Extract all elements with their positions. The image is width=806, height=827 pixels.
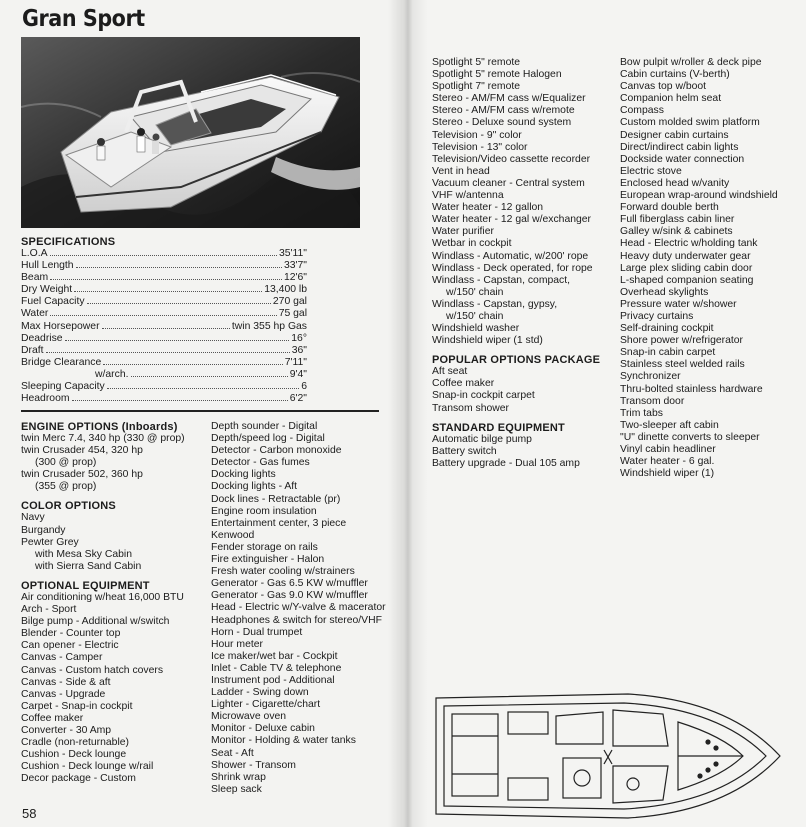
leader-dots [103, 364, 282, 365]
standard-equipment-item: Snap-in cabin carpet [620, 347, 716, 359]
standard-equipment-item: Thru-bolted stainless hardware [620, 383, 763, 395]
equipment-item: Canvas - Custom hatch covers [21, 664, 164, 676]
spec-row [21, 260, 307, 272]
engine-option-item: twin Crusader 454, 320 hp [21, 445, 143, 457]
leader-dots [46, 352, 290, 353]
spec-value: 33'7" [283, 260, 307, 272]
equipment-item: Depth sounder - Digital [211, 421, 318, 432]
equipment-item: Canvas - Side & aft [21, 676, 111, 688]
leader-dots [50, 255, 277, 256]
specifications-list [21, 248, 307, 405]
leader-dots [72, 400, 288, 401]
spec-label: Headroom [21, 393, 70, 405]
equipment-item: Bilge pump - Additional w/switch [21, 616, 170, 628]
equipment-item: Decor package - Custom [21, 773, 136, 785]
spec-row [21, 381, 307, 393]
equipment-item: Wetbar in cockpit [432, 238, 512, 250]
specifications-heading: SPECIFICATIONS [21, 236, 116, 248]
standard-equipment-item: Enclosed head w/vanity [620, 177, 730, 189]
standard-equipment-item: Dockside water connection [620, 153, 745, 165]
standard-equipment-item: Electric stove [620, 165, 682, 177]
equipment-item: Detector - Carbon monoxide [211, 445, 342, 457]
standard-equipment-item: Stainless steel welded rails [620, 359, 745, 371]
color-option-item: Navy [21, 512, 45, 524]
equipment-item: Docking lights [211, 469, 276, 481]
spec-label: Sleeping Capacity [21, 381, 105, 393]
optional-equipment-list-3 [432, 57, 617, 347]
equipment-item: Fresh water cooling w/strainers [211, 566, 355, 578]
equipment-item: Windlass - Capstan, gypsy, [432, 298, 558, 310]
popular-option-item: Coffee maker [432, 378, 495, 390]
equipment-item: Horn - Dual trumpet [211, 626, 303, 638]
equipment-item: Shower - Transom [211, 759, 296, 771]
equipment-item: Monitor - Holding & water tanks [211, 735, 356, 747]
spec-row [21, 296, 307, 308]
optional-equipment-list-2 [211, 421, 391, 796]
popular-option-item: Aft seat [432, 366, 468, 378]
equipment-item: Monitor - Deluxe cabin [211, 723, 315, 735]
engine-options-list [21, 433, 211, 493]
standard-equipment-item: Automatic bilge pump [432, 433, 532, 445]
spec-label: Max Horsepower [21, 320, 100, 332]
equipment-item: Converter - 30 Amp [21, 724, 112, 736]
equipment-item: Stereo - Deluxe sound system [432, 117, 572, 129]
standard-equipment-item: Overhead skylights [620, 286, 709, 298]
equipment-item: Ladder - Swing down [211, 687, 309, 699]
color-option-item: with Sierra Sand Cabin [35, 560, 142, 572]
color-option-item: Burgandy [21, 524, 66, 536]
spec-row [21, 321, 307, 333]
standard-equipment-item: Synchronizer [620, 371, 681, 383]
spec-value: 9'4" [289, 368, 307, 380]
book-gutter [388, 0, 428, 827]
equipment-item: Inlet - Cable TV & telephone [211, 662, 342, 674]
equipment-item: Hour meter [211, 638, 263, 650]
page-number: 58 [22, 806, 37, 821]
standard-equipment-item: Companion helm seat [620, 93, 722, 105]
equipment-item: Blender - Counter top [21, 628, 121, 640]
equipment-item: Windshield washer [432, 323, 520, 335]
spec-label: Bridge Clearance [21, 356, 102, 368]
standard-equipment-item: "U" dinette converts to sleeper [620, 431, 760, 443]
equipment-item: Canvas - Upgrade [21, 688, 106, 700]
boat-photo [21, 37, 360, 228]
spec-label: L.O.A [21, 248, 48, 259]
standard-equipment-item: Bow pulpit w/roller & deck pipe [620, 57, 762, 68]
spec-label: Hull Length [21, 260, 74, 272]
equipment-item: Canvas - Camper [21, 652, 103, 664]
popular-option-item: Snap-in cockpit carpet [432, 390, 535, 402]
popular-options-heading: POPULAR OPTIONS PACKAGE [432, 354, 601, 367]
standard-equipment-item: Heavy duty underwater gear [620, 250, 751, 262]
spec-label: Draft [21, 344, 44, 356]
standard-equipment-item: Self-draining cockpit [620, 323, 714, 335]
standard-equipment-item: Direct/indirect cabin lights [620, 141, 739, 153]
standard-equipment-item: Cabin curtains (V-berth) [620, 69, 730, 81]
equipment-item: Shrink wrap [211, 771, 266, 783]
spec-row [21, 357, 307, 369]
spec-value: 36" [291, 344, 307, 356]
specifications-section [21, 236, 307, 405]
equipment-item: Sleep sack [211, 783, 262, 795]
equipment-item: Depth/speed log - Digital [211, 433, 325, 445]
equipment-item: Can opener - Electric [21, 640, 119, 652]
equipment-item: Generator - Gas 9.0 KW w/muffler [211, 590, 368, 602]
standard-equipment-item: L-shaped companion seating [620, 274, 754, 286]
engine-option-item: (300 @ prop) [35, 457, 97, 469]
standard-equipment-item: Forward double berth [620, 202, 719, 214]
equipment-item: Arch - Sport [21, 604, 77, 616]
spec-value: 75 gal [278, 308, 307, 320]
spec-row [21, 369, 307, 381]
equipment-item: Coffee maker [21, 712, 84, 724]
spec-label: Dry Weight [21, 284, 73, 296]
spec-value: 6'2" [289, 393, 307, 405]
equipment-item: Seat - Aft [211, 747, 254, 759]
spec-value: 35'11" [278, 248, 307, 259]
spec-label: Fuel Capacity [21, 296, 85, 308]
equipment-item: Television/Video cassette recorder [432, 153, 591, 165]
equipment-item: Kenwood [211, 529, 255, 541]
standard-equipment-item: Designer cabin curtains [620, 129, 729, 141]
leader-dots [65, 340, 290, 341]
standard-equipment-item: Battery upgrade - Dual 105 amp [432, 457, 580, 469]
equipment-item: Dock lines - Retractable (pr) [211, 493, 341, 505]
equipment-item: Lighter - Cigarette/chart [211, 699, 321, 711]
standard-equipment-heading: STANDARD EQUIPMENT [432, 421, 565, 434]
color-option-item: with Mesa Sky Cabin [35, 548, 133, 560]
optional-equipment-list-1 [21, 592, 211, 786]
spec-label: w/arch. [95, 368, 129, 380]
equipment-item: Air conditioning w/heat 16,000 BTU [21, 591, 184, 603]
deck-plan-diagram [428, 686, 786, 824]
right-column-a [432, 57, 617, 470]
standard-equipment-item: Transom door [620, 395, 685, 407]
standard-equipment-item: Two-sleeper aft cabin [620, 419, 719, 431]
standard-equipment-item: Full fiberglass cabin liner [620, 214, 735, 226]
standard-equipment-item: Head - Electric w/holding tank [620, 238, 758, 250]
equipment-item: Stereo - AM/FM cass w/Equalizer [432, 93, 586, 105]
standard-equipment-item: Large plex sliding cabin door [620, 262, 753, 274]
standard-equipment-list-b [620, 57, 800, 480]
spec-value: 16° [291, 332, 307, 344]
spec-value: 13,400 lb [264, 284, 307, 296]
standard-equipment-item: Galley w/sink & cabinets [620, 226, 733, 238]
standard-equipment-item: Battery switch [432, 445, 497, 457]
equipment-item: Spotlight 5" remote [432, 57, 521, 68]
standard-equipment-list-a [432, 434, 617, 470]
equipment-item: Ice maker/wet bar - Cockpit [211, 650, 338, 662]
color-option-item: Pewter Grey [21, 536, 79, 548]
equipment-item: Water heater - 12 gal w/exchanger [432, 214, 592, 226]
standard-equipment-item: Pressure water w/shower [620, 298, 737, 310]
engine-option-item: twin Crusader 502, 360 hp [21, 469, 143, 481]
standard-equipment-item: Trim tabs [620, 407, 663, 419]
equipment-item: Vacuum cleaner - Central system [432, 177, 585, 189]
equipment-item: Television - 13" color [432, 141, 528, 153]
spec-label: Beam [21, 272, 49, 284]
popular-option-item: Transom shower [432, 402, 509, 414]
leader-dots [107, 388, 299, 389]
equipment-item: Cushion - Deck lounge w/rail [21, 761, 154, 773]
standard-equipment-item: European wrap-around windshield [620, 190, 778, 202]
equipment-item: Windlass - Automatic, w/200' rope [432, 250, 589, 262]
standard-equipment-item: Compass [620, 105, 664, 117]
equipment-item: Entertainment center, 3 piece [211, 517, 347, 529]
equipment-item: Spotlight 7" remote [432, 81, 521, 93]
standard-equipment-item: Privacy curtains [620, 310, 694, 322]
color-options-heading: COLOR OPTIONS [21, 500, 116, 513]
section-divider [21, 410, 379, 412]
standard-equipment-item: Windshield wiper (1) [620, 468, 715, 480]
standard-equipment-item: Custom molded swim platform [620, 117, 760, 129]
equipment-item: Instrument pod - Additional [211, 674, 335, 686]
leader-dots [87, 303, 271, 304]
spec-row [21, 345, 307, 357]
spec-value: 12'6" [283, 272, 307, 284]
equipment-item: Water heater - 12 gallon [432, 202, 544, 214]
standard-equipment-item: Water heater - 6 gal. [620, 456, 715, 468]
equipment-item: Fire extinguisher - Halon [211, 554, 325, 566]
equipment-item: Windlass - Capstan, compact, [432, 274, 571, 286]
equipment-item: Windlass - Deck operated, for rope [432, 262, 593, 274]
equipment-item: w/150' chain [446, 310, 504, 322]
equipment-item: Generator - Gas 6.5 KW w/muffler [211, 578, 368, 590]
equipment-item: Cushion - Deck lounge [21, 749, 127, 761]
equipment-item: w/150' chain [446, 286, 504, 298]
spec-label: Deadrise [21, 332, 63, 344]
engine-option-item: twin Merc 7.4, 340 hp (330 @ prop) [21, 433, 185, 444]
spec-value: 7'11" [284, 356, 307, 368]
equipment-item: Detector - Gas fumes [211, 457, 310, 469]
equipment-item: Stereo - AM/FM cass w/remote [432, 105, 575, 117]
optional-equipment-heading: OPTIONAL EQUIPMENT [21, 579, 150, 592]
spec-row [21, 393, 307, 405]
standard-equipment-item: Shore power w/refrigerator [620, 335, 744, 347]
leader-dots [102, 328, 230, 329]
spec-row [21, 284, 307, 296]
spec-row [21, 308, 307, 320]
equipment-item: Fender storage on rails [211, 541, 318, 553]
spec-row [21, 272, 307, 284]
equipment-item: Head - Electric w/Y-valve & macerator [211, 602, 386, 614]
equipment-item: Water purifier [432, 226, 494, 238]
equipment-item: Headphones & switch for stereo/VHF [211, 614, 382, 626]
equipment-item: Spotlight 5" remote Halogen [432, 69, 562, 81]
page-title: Gran Sport [22, 6, 145, 32]
leader-dots [76, 267, 282, 268]
spec-row [21, 248, 307, 260]
equipment-item: Engine room insulation [211, 505, 317, 517]
left-options-column [21, 421, 211, 785]
spec-value: 270 gal [272, 296, 307, 308]
spec-value: twin 355 hp Gas [231, 320, 307, 332]
color-options-list [21, 512, 211, 572]
leader-dots [74, 291, 262, 292]
equipment-item: VHF w/antenna [432, 190, 504, 202]
spec-value: 6 [301, 381, 307, 393]
equipment-item: Windshield wiper (1 std) [432, 335, 543, 347]
standard-equipment-item: Vinyl cabin headliner [620, 444, 716, 455]
equipment-item: Vent in head [432, 165, 490, 177]
spec-row [21, 333, 307, 345]
standard-equipment-item: Canvas top w/boot [620, 81, 707, 93]
spec-label: Water [21, 308, 49, 320]
leader-dots [50, 279, 282, 280]
leader-dots [131, 376, 288, 377]
equipment-item: Microwave oven [211, 711, 287, 723]
leader-dots [50, 315, 276, 316]
equipment-item: Docking lights - Aft [211, 481, 298, 493]
engine-options-heading: ENGINE OPTIONS (Inboards) [21, 421, 178, 433]
engine-option-item: (355 @ prop) [35, 481, 97, 493]
equipment-item: Cradle (non-returnable) [21, 737, 130, 749]
equipment-item: Carpet - Snap-in cockpit [21, 700, 133, 712]
equipment-item: Television - 9" color [432, 129, 522, 141]
popular-options-list [432, 366, 617, 414]
